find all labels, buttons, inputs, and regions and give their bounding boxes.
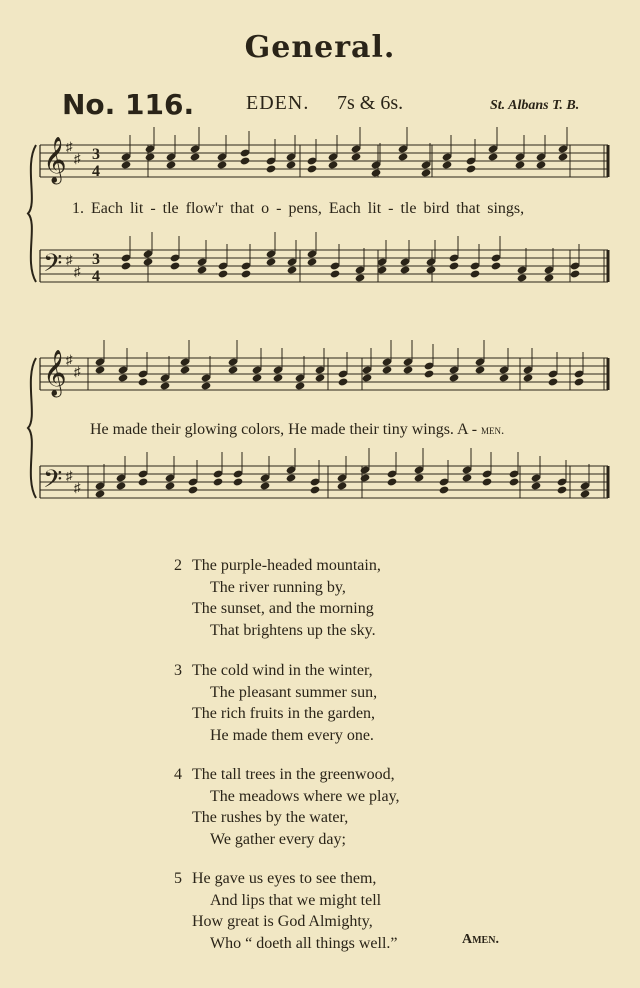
note-head <box>475 365 486 374</box>
note-head <box>143 257 154 266</box>
note-head <box>260 481 271 490</box>
time-signature-top: 3 <box>92 251 100 268</box>
stanza-4 <box>174 764 400 850</box>
note-head <box>442 160 453 169</box>
note-head <box>421 168 432 177</box>
note-head <box>509 477 520 486</box>
note-head <box>165 481 176 490</box>
lyric-amen: men. <box>481 422 505 437</box>
note-head <box>307 164 318 173</box>
tune-name: EDEN. <box>246 92 310 114</box>
note-head <box>116 481 127 490</box>
note-head <box>523 373 534 382</box>
hymn-number: No. 116. <box>62 88 195 121</box>
sharp-sign: ♯ <box>66 468 73 483</box>
note-head <box>170 261 181 270</box>
note-head <box>398 152 409 161</box>
bass-clef: 𝄢 <box>43 249 63 284</box>
note-head <box>190 152 201 161</box>
note-head <box>355 273 366 282</box>
note-head <box>482 477 493 486</box>
system-brace <box>28 145 36 282</box>
final-amen: Amen. <box>462 932 499 947</box>
sharp-sign: ♯ <box>74 264 81 279</box>
note-head <box>188 485 199 494</box>
stanza-line: The tall trees in the greenwood, <box>192 766 395 783</box>
stanza-line: The sunset, and the morning <box>192 600 374 617</box>
stanza-line: Who “ doeth all things well.” <box>210 934 398 952</box>
note-head <box>544 273 555 282</box>
note-head <box>286 160 297 169</box>
note-head <box>138 377 149 386</box>
bass-clef: 𝄢 <box>43 465 63 500</box>
note-head <box>138 477 149 486</box>
note-head <box>233 477 244 486</box>
stanza-line: The cold wind in the winter, <box>192 662 373 679</box>
note-head <box>488 152 499 161</box>
note-head <box>449 261 460 270</box>
lyric-line-2 <box>90 421 504 439</box>
note-head <box>121 261 132 270</box>
system-brace <box>28 358 36 498</box>
note-head <box>439 485 450 494</box>
stanza-line: We gather every day; <box>210 830 346 848</box>
note-head <box>315 373 326 382</box>
note-head <box>273 373 284 382</box>
note-head <box>241 269 252 278</box>
sharp-sign: ♯ <box>74 480 81 495</box>
note-head <box>95 489 106 498</box>
note-head <box>201 381 212 390</box>
sharp-sign: ♯ <box>74 151 81 166</box>
meter: 7s & 6s. <box>337 92 404 114</box>
sharp-sign: ♯ <box>66 352 73 367</box>
stanza-line: He gave us eyes to see them, <box>192 870 377 887</box>
stanza-line: How great is God Almighty, <box>192 913 373 930</box>
note-head <box>118 373 129 382</box>
note-head <box>400 265 411 274</box>
stanza-line: The purple-headed mountain, <box>192 557 381 574</box>
note-head <box>557 485 568 494</box>
note-head <box>286 473 297 482</box>
note-head <box>548 377 559 386</box>
note-head <box>382 365 393 374</box>
stanza-number: 3 <box>174 662 182 679</box>
note-head <box>424 369 435 378</box>
note-head <box>515 160 526 169</box>
stanza-line: The rushes by the water, <box>192 809 349 826</box>
stanza-2 <box>174 555 381 641</box>
note-head <box>228 365 239 374</box>
stanza-line: The rich fruits in the garden, <box>192 705 376 722</box>
lyric-line-2-text: He made their glowing colors, He made their tiny wings. A - <box>90 421 482 438</box>
time-signature-bottom: 4 <box>92 163 100 180</box>
stanza-number: 4 <box>174 766 182 783</box>
stanza-line: The meadows where we play, <box>210 787 400 805</box>
stanza-5 <box>174 868 398 954</box>
note-head <box>574 377 585 386</box>
time-signature-bottom: 4 <box>92 268 100 285</box>
note-head <box>580 489 591 498</box>
section-title: General. <box>244 30 396 65</box>
note-head <box>240 156 251 165</box>
treble-clef: 𝄞 <box>43 137 67 183</box>
note-head <box>166 160 177 169</box>
stanza-line: He made them every one. <box>210 726 374 744</box>
note-head <box>371 168 382 177</box>
composer: St. Albans T. B. <box>490 98 580 113</box>
note-head <box>266 257 277 266</box>
stanza-number: 2 <box>174 557 182 574</box>
note-head <box>466 164 477 173</box>
note-head <box>499 373 510 382</box>
note-head <box>160 381 171 390</box>
note-head <box>330 269 341 278</box>
note-head <box>387 477 398 486</box>
sharp-sign: ♯ <box>66 139 73 154</box>
note-head <box>287 265 298 274</box>
note-head <box>218 269 229 278</box>
note-head <box>470 269 481 278</box>
note-head <box>217 160 228 169</box>
stanza-line: The river running by, <box>210 578 346 596</box>
note-head <box>414 473 425 482</box>
stanza-line: And lips that we might tell <box>210 891 382 909</box>
note-head <box>536 160 547 169</box>
lyric-line-1: 1. Each lit - tle flow'r that o - pens, Each lit - tle bird that sings, <box>72 200 525 217</box>
note-head <box>337 481 348 490</box>
stanza-line: That brightens up the sky. <box>210 621 376 639</box>
note-head <box>558 152 569 161</box>
sharp-sign: ♯ <box>74 364 81 379</box>
note-head <box>338 377 349 386</box>
note-head <box>403 365 414 374</box>
note-head <box>362 373 373 382</box>
note-head <box>328 160 339 169</box>
note-head <box>145 152 156 161</box>
note-head <box>517 273 528 282</box>
note-head <box>252 373 263 382</box>
note-head <box>570 269 581 278</box>
note-head <box>360 473 371 482</box>
note-head <box>310 485 321 494</box>
stanza-line: The pleasant summer sun, <box>210 683 378 701</box>
note-head <box>213 477 224 486</box>
note-head <box>266 164 277 173</box>
note-head <box>95 365 106 374</box>
time-signature-top: 3 <box>92 146 100 163</box>
note-head <box>426 265 437 274</box>
note-head <box>295 381 306 390</box>
note-head <box>531 481 542 490</box>
note-head <box>307 257 318 266</box>
note-head <box>449 373 460 382</box>
stanza-3 <box>174 660 377 746</box>
stanza-number: 5 <box>174 870 182 887</box>
treble-clef: 𝄞 <box>43 350 67 396</box>
note-head <box>491 261 502 270</box>
note-head <box>180 365 191 374</box>
note-head <box>462 473 473 482</box>
note-head <box>121 160 132 169</box>
note-head <box>351 152 362 161</box>
sharp-sign: ♯ <box>66 252 73 267</box>
note-head <box>197 265 208 274</box>
